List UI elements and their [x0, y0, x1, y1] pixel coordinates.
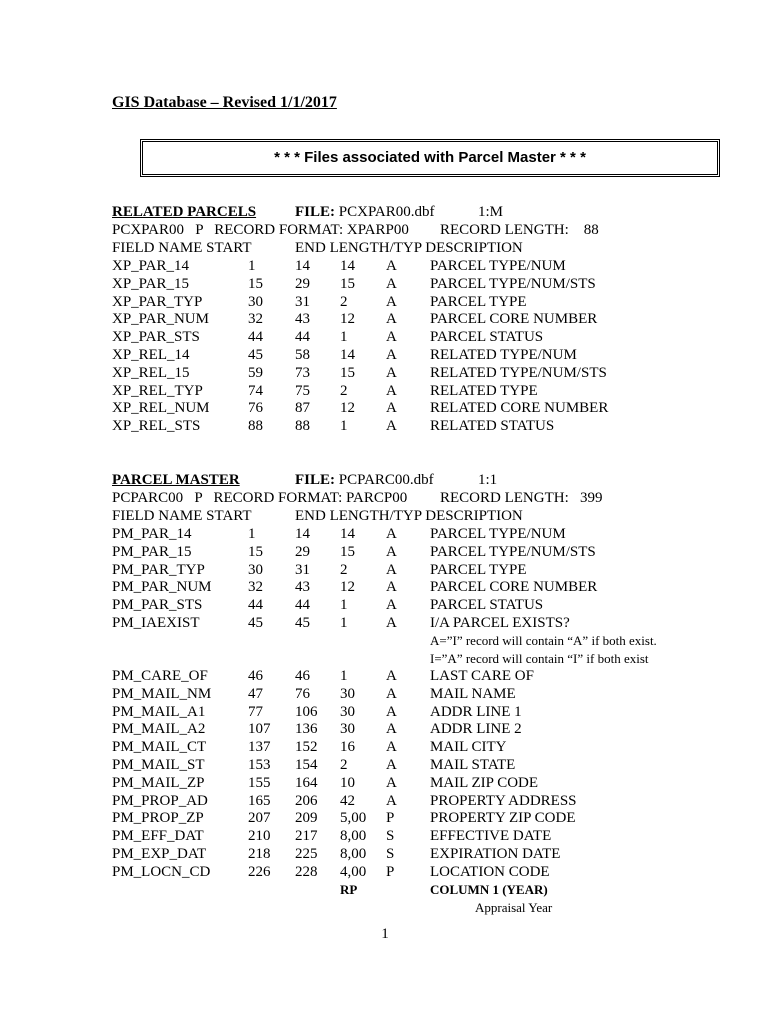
table-row	[0, 364, 770, 382]
table-row	[0, 382, 770, 400]
table-row	[0, 774, 770, 792]
field-start: 30	[248, 293, 263, 310]
field-end: 58	[295, 347, 310, 363]
master-col-field: FIELD NAME START	[112, 508, 252, 524]
field-name: XP_REL_STS	[112, 418, 201, 435]
table-row	[0, 257, 770, 275]
field-description: RELATED TYPE	[430, 382, 538, 399]
page-number: 1	[381, 926, 389, 942]
field-name: PM_MAIL_CT	[112, 739, 207, 756]
master-col-rest: END LENGTH/TYP DESCRIPTION	[295, 508, 523, 524]
table-row	[0, 417, 770, 435]
field-end: 73	[295, 364, 310, 381]
table-row	[0, 525, 770, 543]
field-name: PM_PAR_TYP	[112, 561, 205, 578]
field-description: RELATED CORE NUMBER	[430, 400, 609, 417]
table-row	[0, 792, 770, 810]
field-end: 44	[295, 329, 310, 346]
field-type: A	[386, 543, 397, 560]
field-length: 2	[340, 293, 348, 310]
table-row	[0, 346, 770, 364]
field-end: 29	[295, 543, 310, 560]
field-length: 30	[340, 703, 355, 720]
field-start: 32	[248, 311, 263, 328]
table-row	[0, 578, 770, 596]
field-type: A	[386, 258, 397, 274]
field-length: 15	[340, 275, 355, 292]
field-type: A	[386, 774, 397, 791]
rp-line	[0, 881, 770, 899]
field-description: RELATED TYPE/NUM	[430, 347, 577, 363]
field-type: A	[386, 382, 397, 399]
related-record-format: PCXPAR00 P RECORD FORMAT: XPARP00	[112, 222, 409, 238]
field-length: 4,00	[340, 863, 367, 880]
field-start: 88	[248, 418, 263, 435]
related-header-line	[0, 203, 770, 221]
document-title: GIS Database – Revised 1/1/2017	[112, 94, 337, 111]
related-ratio: 1:M	[478, 204, 504, 220]
field-name: XP_PAR_15	[112, 275, 189, 292]
field-name: XP_PAR_TYP	[112, 293, 203, 310]
field-description: MAIL ZIP CODE	[430, 774, 539, 791]
field-length: 15	[340, 543, 355, 560]
field-start: 107	[248, 721, 271, 738]
master-format-line	[0, 489, 770, 507]
table-row	[0, 275, 770, 293]
master-file-label: FILE:	[295, 472, 336, 488]
iaexist-note-1	[0, 632, 770, 650]
field-description: MAIL NAME	[430, 685, 516, 702]
field-start: 1	[248, 526, 256, 542]
field-end: 76	[295, 685, 310, 702]
field-length: 1	[340, 418, 348, 435]
field-description: MAIL CITY	[430, 739, 507, 756]
banner-text: * * * Files associated with Parcel Master * * *	[274, 149, 586, 166]
table-row	[0, 561, 770, 579]
field-start: 30	[248, 561, 263, 578]
field-start: 74	[248, 382, 263, 399]
field-start: 165	[248, 792, 271, 809]
field-end: 154	[295, 757, 318, 773]
field-type: A	[386, 739, 397, 756]
table-row	[0, 827, 770, 845]
field-name: PM_IAEXIST	[112, 615, 200, 631]
field-end: 209	[295, 810, 318, 827]
field-length: 14	[340, 526, 355, 542]
table-row	[0, 809, 770, 827]
field-description: PARCEL CORE NUMBER	[430, 311, 598, 328]
field-end: 152	[295, 739, 318, 756]
related-record-length: RECORD LENGTH: 88	[440, 222, 599, 238]
field-start: 45	[248, 347, 263, 363]
field-length: 12	[340, 579, 355, 596]
field-name: PM_MAIL_A1	[112, 703, 206, 720]
field-length: 12	[340, 311, 355, 328]
field-type: P	[386, 810, 395, 827]
related-format-line	[0, 221, 770, 239]
field-type: A	[386, 275, 397, 292]
field-start: 77	[248, 703, 263, 720]
field-length: 16	[340, 739, 355, 756]
related-col-rest: END LENGTH/TYP DESCRIPTION	[295, 240, 523, 256]
field-type: A	[386, 685, 397, 702]
field-type: A	[386, 703, 397, 720]
field-type: A	[386, 721, 397, 738]
field-end: 136	[295, 721, 318, 738]
field-description: LOCATION CODE	[430, 863, 550, 880]
field-type: A	[386, 792, 397, 809]
field-start: 226	[248, 863, 271, 880]
field-name: PM_PROP_AD	[112, 792, 208, 809]
master-record-length: RECORD LENGTH: 399	[440, 490, 603, 506]
field-end: 164	[295, 774, 318, 791]
field-start: 46	[248, 668, 263, 684]
column-label: COLUMN 1 (YEAR)	[430, 882, 548, 897]
iaexist-note-2	[0, 650, 770, 668]
field-length: 14	[340, 347, 355, 363]
related-file-info	[295, 203, 435, 221]
table-row	[0, 293, 770, 311]
field-start: 59	[248, 364, 263, 381]
field-description: EXPIRATION DATE	[430, 846, 561, 862]
related-col-field: FIELD NAME START	[112, 240, 252, 256]
field-end: 88	[295, 418, 310, 435]
field-type: A	[386, 293, 397, 310]
field-length: 10	[340, 774, 355, 791]
field-description: PROPERTY ZIP CODE	[430, 810, 576, 827]
field-start: 15	[248, 543, 263, 560]
field-length: 14	[340, 258, 355, 274]
field-description: PROPERTY ADDRESS	[430, 792, 577, 809]
field-end: 46	[295, 668, 310, 684]
field-name: PM_PROP_ZP	[112, 810, 204, 827]
field-length: 42	[340, 792, 355, 809]
field-type: A	[386, 364, 397, 381]
field-length: 15	[340, 364, 355, 381]
field-length: 2	[340, 757, 348, 773]
table-row	[0, 863, 770, 881]
master-ratio: 1:1	[478, 472, 498, 488]
field-type: A	[386, 561, 397, 578]
field-end: 31	[295, 561, 310, 578]
field-type: A	[386, 329, 397, 346]
field-type: A	[386, 615, 397, 631]
field-length: 30	[340, 721, 355, 738]
field-name: PM_PAR_15	[112, 543, 192, 560]
section-banner	[140, 139, 720, 177]
field-name: XP_PAR_STS	[112, 329, 200, 346]
field-description: LAST CARE OF	[430, 668, 534, 684]
field-description: EFFECTIVE DATE	[430, 828, 552, 845]
field-length: 2	[340, 561, 348, 578]
field-name: PM_MAIL_NM	[112, 685, 212, 702]
field-start: 44	[248, 597, 263, 614]
related-file-label: FILE:	[295, 204, 336, 220]
field-name: PM_PAR_STS	[112, 597, 203, 614]
field-end: 29	[295, 275, 310, 292]
field-name: XP_PAR_NUM	[112, 311, 209, 328]
field-end: 43	[295, 311, 310, 328]
field-start: 155	[248, 774, 271, 791]
field-end: 225	[295, 846, 318, 862]
field-start: 47	[248, 685, 263, 702]
field-end: 206	[295, 792, 318, 809]
field-length: 12	[340, 400, 355, 417]
field-start: 15	[248, 275, 263, 292]
iaexist-note-text-2: I=”A” record will contain “I” if both exist	[430, 651, 649, 666]
table-row	[0, 738, 770, 756]
field-end: 228	[295, 863, 318, 880]
field-name: XP_REL_TYP	[112, 382, 203, 399]
field-start: 210	[248, 828, 271, 845]
field-type: S	[386, 846, 395, 862]
field-type: A	[386, 757, 397, 773]
master-header-line	[0, 471, 770, 489]
iaexist-note-text-1: A=”I” record will contain “A” if both exist.	[430, 633, 657, 648]
table-row	[0, 328, 770, 346]
master-file-info	[295, 471, 434, 489]
table-row	[0, 720, 770, 738]
field-description: MAIL STATE	[430, 757, 516, 773]
field-length: 1	[340, 615, 348, 631]
table-row	[0, 310, 770, 328]
field-description: PARCEL CORE NUMBER	[430, 579, 598, 596]
field-name: PM_MAIL_A2	[112, 721, 206, 738]
field-name: XP_REL_15	[112, 364, 190, 381]
field-length: 30	[340, 685, 355, 702]
field-start: 218	[248, 846, 271, 862]
field-length: 8,00	[340, 846, 367, 862]
field-start: 207	[248, 810, 271, 827]
field-description: ADDR LINE 1	[430, 703, 522, 720]
field-type: A	[386, 526, 397, 542]
table-row	[0, 845, 770, 863]
field-length: 5,00	[340, 810, 367, 827]
field-type: A	[386, 579, 397, 596]
field-type: A	[386, 311, 397, 328]
field-description: PARCEL TYPE	[430, 293, 527, 310]
field-name: PM_EFF_DAT	[112, 828, 204, 845]
field-start: 153	[248, 757, 271, 773]
table-row	[0, 596, 770, 614]
field-description: RELATED TYPE/NUM/STS	[430, 364, 607, 381]
master-heading: PARCEL MASTER	[112, 472, 240, 488]
field-end: 14	[295, 258, 310, 274]
field-name: PM_CARE_OF	[112, 668, 208, 684]
field-type: S	[386, 828, 395, 845]
field-type: A	[386, 597, 397, 614]
field-length: 1	[340, 668, 348, 684]
appraisal-year: Appraisal Year	[475, 900, 553, 915]
field-description: PARCEL TYPE/NUM/STS	[430, 543, 596, 560]
field-start: 76	[248, 400, 263, 417]
appraisal-year-line	[0, 899, 770, 917]
table-row	[0, 614, 770, 632]
field-length: 8,00	[340, 828, 367, 845]
field-name: XP_REL_NUM	[112, 400, 210, 417]
field-description: PARCEL TYPE/NUM	[430, 258, 566, 274]
related-file-name: PCXPAR00.dbf	[338, 204, 435, 220]
field-name: PM_PAR_NUM	[112, 579, 212, 596]
field-length: 2	[340, 382, 348, 399]
field-end: 14	[295, 526, 310, 542]
field-end: 217	[295, 828, 318, 845]
field-end: 106	[295, 703, 318, 720]
field-end: 44	[295, 597, 310, 614]
field-description: PARCEL TYPE	[430, 561, 527, 578]
table-row	[0, 756, 770, 774]
master-record-format: PCPARC00 P RECORD FORMAT: PARCP00	[112, 490, 408, 506]
table-row	[0, 685, 770, 703]
related-column-header	[0, 239, 770, 257]
field-length: 1	[340, 597, 348, 614]
field-start: 44	[248, 329, 263, 346]
field-length: 1	[340, 329, 348, 346]
field-description: PARCEL TYPE/NUM	[430, 526, 566, 542]
field-type: A	[386, 347, 397, 363]
field-name: PM_LOCN_CD	[112, 863, 211, 880]
field-name: PM_PAR_14	[112, 526, 192, 542]
field-start: 1	[248, 258, 256, 274]
field-end: 43	[295, 579, 310, 596]
table-row	[0, 667, 770, 685]
field-start: 45	[248, 615, 263, 631]
table-row	[0, 543, 770, 561]
field-name: XP_PAR_14	[112, 258, 189, 274]
field-name: PM_MAIL_ST	[112, 757, 205, 773]
field-description: ADDR LINE 2	[430, 721, 522, 738]
field-description: I/A PARCEL EXISTS?	[430, 615, 570, 631]
table-row	[0, 399, 770, 417]
field-description: PARCEL STATUS	[430, 597, 544, 614]
field-name: PM_EXP_DAT	[112, 846, 207, 862]
field-start: 137	[248, 739, 271, 756]
related-heading: RELATED PARCELS	[112, 204, 257, 220]
rp-label: RP	[340, 882, 358, 897]
field-name: PM_MAIL_ZP	[112, 774, 205, 791]
field-description: PARCEL STATUS	[430, 329, 544, 346]
field-end: 87	[295, 400, 310, 417]
field-type: A	[386, 418, 397, 435]
field-end: 45	[295, 615, 310, 631]
field-type: P	[386, 863, 395, 880]
field-type: A	[386, 400, 397, 417]
field-end: 75	[295, 382, 310, 399]
field-description: RELATED STATUS	[430, 418, 555, 435]
field-type: A	[386, 668, 397, 684]
field-start: 32	[248, 579, 263, 596]
master-column-header	[0, 507, 770, 525]
master-file-name: PCPARC00.dbf	[338, 472, 434, 488]
field-name: XP_REL_14	[112, 347, 190, 363]
field-end: 31	[295, 293, 310, 310]
table-row	[0, 703, 770, 721]
field-description: PARCEL TYPE/NUM/STS	[430, 275, 596, 292]
